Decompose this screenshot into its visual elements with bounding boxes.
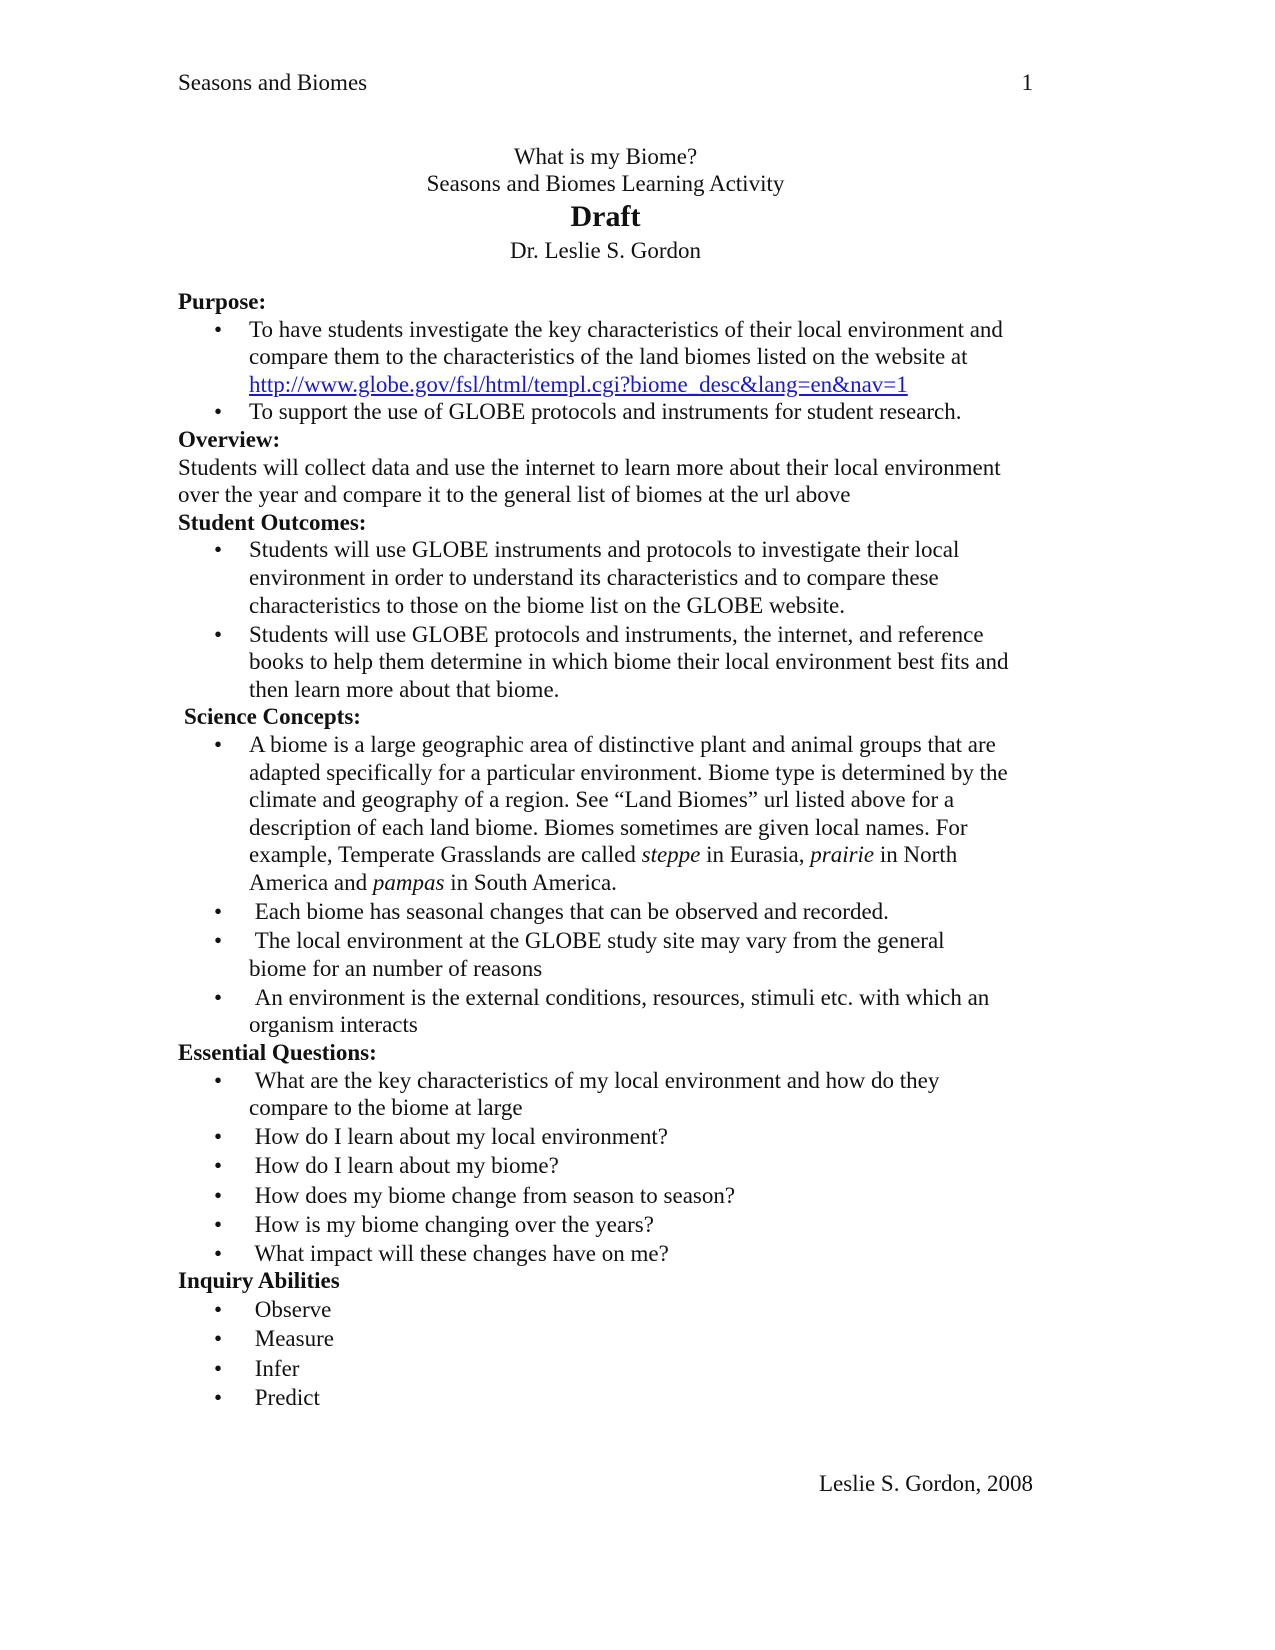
footer-credit: Leslie S. Gordon, 2008 [818, 1471, 1033, 1496]
list-item: • The local environment at the GLOBE study site may vary from the general biome for an number of reasons [178, 927, 979, 982]
concept-text: A biome is a large geographic area of distinctive plant and animal groups that are adapted specifically for a particular environment. Biome type is determined by the climate and geography of a region. See “Land Biomes” url listed above for a description of each land biome. Biomes sometimes are given local names. For example, Temperate Grasslands are called [249, 732, 1008, 868]
student-outcomes-heading: Student Outcomes: [178, 509, 367, 535]
science-concepts-heading: Science Concepts: [184, 704, 361, 730]
list-item: • What impact will these changes have on me? [178, 1240, 1058, 1268]
list-item: • How do I learn about my biome? [178, 1152, 1058, 1180]
biome-website-link[interactable]: http://www.globe.gov/fsl/html/templ.cgi?biome_desc&lang=en&nav=1 [249, 371, 908, 397]
concept-text: in South America. [444, 869, 617, 895]
list-item: • How do I learn about my local environment? [178, 1123, 1058, 1151]
list-item: • Students will use GLOBE protocols and instruments, the internet, and reference books to help them determine in which biome their local environment best fits and then learn more about that biome. [178, 621, 1019, 704]
list-item: • Each biome has seasonal changes that can be observed and recorded. [178, 898, 1058, 926]
list-item: • To support the use of GLOBE protocols and instruments for student research. [178, 398, 1058, 426]
list-item: • Measure [178, 1325, 1058, 1353]
essential-questions-list [178, 1067, 1058, 1268]
inquiry-abilities-heading: Inquiry Abilities [178, 1268, 340, 1294]
science-concepts-list [178, 731, 1058, 1039]
list-item: • How is my biome changing over the years? [178, 1211, 1058, 1239]
running-title: Seasons and Biomes [178, 70, 368, 95]
draft-label: Draft [570, 200, 641, 233]
inquiry-abilities-list [178, 1296, 1058, 1411]
author-line: Dr. Leslie S. Gordon [509, 238, 701, 263]
concept-text: in Eurasia, [700, 842, 811, 868]
list-item: • Predict [178, 1384, 1058, 1412]
title-block [178, 143, 1033, 264]
term-pampas: pampas [372, 869, 445, 895]
document-body [178, 288, 1058, 1411]
purpose-item-text: To have students investigate the key characteristics of their local environment and compare them to the characteristics of the land biomes listed on the website at [249, 316, 1003, 370]
purpose-list [178, 316, 1058, 426]
purpose-heading: Purpose: [178, 289, 267, 314]
list-item: • What are the key characteristics of my local environment and how do they compare to the biome at large [178, 1067, 979, 1122]
term-prairie: prairie [810, 842, 875, 868]
list-item: • How does my biome change from season to season? [178, 1182, 1058, 1210]
term-steppe: steppe [641, 842, 701, 868]
list-item [178, 731, 1029, 897]
list-item: • An environment is the external conditions, resources, stimuli etc. with which an organism interacts [178, 984, 1039, 1039]
list-item [178, 316, 1039, 399]
document-title: What is my Biome? [513, 144, 698, 169]
essential-questions-heading: Essential Questions: [178, 1040, 377, 1066]
page-number: 1 [1021, 70, 1033, 95]
overview-text: Students will collect data and use the internet to learn more about their local environment over the year and compare it to the general list of biomes at the url above [178, 454, 1001, 508]
overview-heading: Overview: [178, 426, 281, 452]
running-header [178, 70, 1033, 100]
document-subtitle: Seasons and Biomes Learning Activity [426, 171, 785, 196]
student-outcomes-list [178, 536, 1058, 703]
list-item: • Students will use GLOBE instruments and protocols to investigate their local environment in order to understand its characteristics and to compare these characteristics to those on the biome list on the GLOBE website. [178, 536, 989, 619]
concept-text: in North America and [249, 842, 958, 895]
list-item: • Infer [178, 1355, 1058, 1383]
list-item: • Observe [178, 1296, 1058, 1324]
